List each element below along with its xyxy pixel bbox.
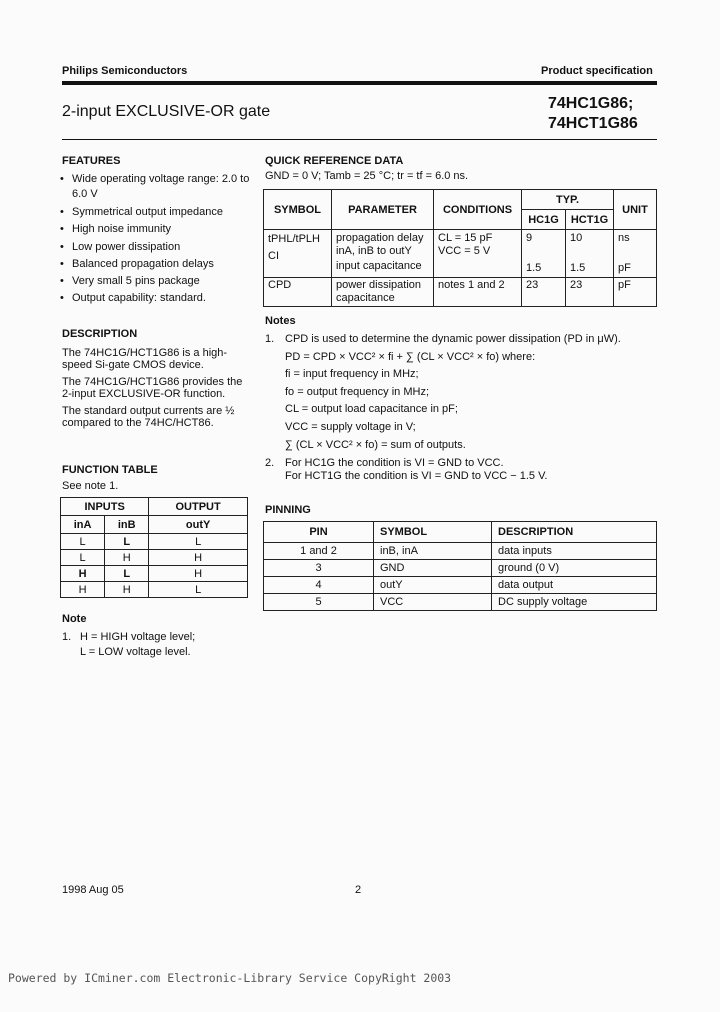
col-header: DESCRIPTION xyxy=(492,522,657,543)
note-line: L = LOW voltage level. xyxy=(80,646,191,658)
features-heading: FEATURES xyxy=(62,155,121,167)
feature-item xyxy=(60,172,250,202)
cell-line: VCC = 5 V xyxy=(438,245,491,257)
table-cell: L xyxy=(105,566,149,582)
table-cell: GND xyxy=(374,560,492,577)
feature-item: • High noise immunity xyxy=(60,221,250,238)
pinning-table xyxy=(263,521,657,611)
feature-item: • Output capability: standard. xyxy=(60,290,250,307)
cell-line: CL = 15 pF xyxy=(438,232,493,244)
quick-ref-heading: QUICK REFERENCE DATA xyxy=(265,155,404,167)
table-cell: data output xyxy=(492,577,657,594)
table-row xyxy=(264,594,657,611)
table-cell xyxy=(264,230,332,278)
col-header: HC1G xyxy=(522,210,566,230)
notes-heading: Notes xyxy=(265,315,296,327)
note-formula: PD = CPD × VCC² × fi + ∑ (CL × VCC² × fo) where: xyxy=(285,350,536,363)
cell-line: propagation delay inA, inB to outY xyxy=(336,232,424,257)
feature-item: • Very small 5 pins package xyxy=(60,273,250,290)
function-table-note-heading: Note xyxy=(62,613,87,625)
table-cell: L xyxy=(105,534,149,550)
cell-line: pF xyxy=(618,262,631,274)
table-row xyxy=(61,550,248,566)
table-cell: L xyxy=(149,582,248,598)
feature-item: • Balanced propagation delays xyxy=(60,256,250,273)
header-rule xyxy=(62,81,657,85)
page-number: 2 xyxy=(355,884,362,896)
cell-line: ns xyxy=(618,232,630,244)
table-cell: 5 xyxy=(264,594,374,611)
cell-line: CI xyxy=(268,250,279,262)
note-line: For HC1G the condition is VI = GND to VCC. xyxy=(285,457,504,470)
cell-line: 1.5 xyxy=(570,262,586,274)
note-number: 2. xyxy=(265,457,275,470)
cell-line: 1.5 xyxy=(526,262,542,274)
table-cell: L xyxy=(61,550,105,566)
table-row xyxy=(264,560,657,577)
table-cell xyxy=(434,230,522,278)
cell-line: 10 xyxy=(570,232,583,244)
cell-line: input capacitance xyxy=(336,260,422,272)
table-cell xyxy=(522,230,566,278)
note-line: CPD is used to determine the dynamic power dissipation (PD in μW). xyxy=(285,333,621,345)
table-cell: H xyxy=(149,566,248,582)
table-cell: H xyxy=(61,582,105,598)
note-line: For HCT1G the condition is VI = GND to VCC − 1.5 V. xyxy=(285,470,548,483)
note-line: ∑ (CL × VCC² × fo) = sum of outputs. xyxy=(285,438,466,451)
table-cell: power dissipation capacitance xyxy=(332,278,434,307)
table-row xyxy=(61,534,248,550)
table-cell: pF xyxy=(614,278,657,307)
table-row xyxy=(264,278,657,307)
table-cell: VCC xyxy=(374,594,492,611)
note-line: VCC = supply voltage in V; xyxy=(285,420,416,433)
col-header: SYMBOL xyxy=(264,190,332,230)
cell-line: 9 xyxy=(526,232,533,244)
note-line: H = HIGH voltage level; xyxy=(80,631,196,643)
description-paragraph: The standard output currents are ½ compared to the 74HC/HCT86. xyxy=(62,404,235,429)
table-cell: 23 xyxy=(566,278,614,307)
col-header: SYMBOL xyxy=(374,522,492,543)
quick-ref-conditions: GND = 0 V; Tamb = 25 °C; tr = tf = 6.0 ns. xyxy=(265,170,469,182)
table-cell: DC supply voltage xyxy=(492,594,657,611)
document-type: Product specification xyxy=(541,65,653,77)
table-row xyxy=(264,543,657,560)
pinning-heading: PINNING xyxy=(265,504,311,516)
function-table-heading: FUNCTION TABLE xyxy=(62,464,158,476)
note-number: 1. xyxy=(265,333,275,345)
col-header: outY xyxy=(149,516,248,534)
description-paragraph: The 74HC1G/HCT1G86 provides the 2-input EXCLUSIVE-OR function. xyxy=(62,375,243,400)
table-cell: outY xyxy=(374,577,492,594)
title-rule xyxy=(62,139,657,140)
function-table-see-note: See note 1. xyxy=(62,480,119,492)
description-body xyxy=(62,348,252,435)
table-cell xyxy=(614,230,657,278)
table-row xyxy=(61,582,248,598)
part-number-line2: 74HCT1G86 xyxy=(548,115,638,132)
table-row xyxy=(264,577,657,594)
col-header: CONDITIONS xyxy=(434,190,522,230)
table-row xyxy=(61,566,248,582)
quick-ref-table xyxy=(263,189,657,307)
table-cell: 4 xyxy=(264,577,374,594)
note-number: 1. xyxy=(62,631,72,643)
description-paragraph: The 74HC1G/HCT1G86 is a high-speed Si-gate CMOS device. xyxy=(62,347,228,371)
table-cell: ground (0 V) xyxy=(492,560,657,577)
col-header: inB xyxy=(105,516,149,534)
part-number xyxy=(548,94,638,134)
table-cell: inB, inA xyxy=(374,543,492,560)
note-line: fi = input frequency in MHz; xyxy=(285,368,419,381)
description-heading: DESCRIPTION xyxy=(62,328,138,340)
table-cell: L xyxy=(61,534,105,550)
part-number-line1: 74HC1G86; xyxy=(548,95,634,112)
notes-list xyxy=(265,331,657,483)
feature-item: • Symmetrical output impedance xyxy=(60,204,250,221)
col-header: HCT1G xyxy=(566,210,614,230)
cell-line: tPHL/tPLH xyxy=(268,233,320,245)
table-cell: 1 and 2 xyxy=(264,543,374,560)
feature-item-text: Wide operating voltage range: 2.0 to 6.0 V xyxy=(72,173,250,200)
table-cell: L xyxy=(149,534,248,550)
col-header: inA xyxy=(61,516,105,534)
table-cell xyxy=(332,230,434,278)
company-name: Philips Semiconductors xyxy=(62,65,188,77)
feature-item: • Low power dissipation xyxy=(60,239,250,256)
note-line: fo = output frequency in MHz; xyxy=(285,385,429,398)
table-cell: H xyxy=(105,582,149,598)
table-cell: H xyxy=(105,550,149,566)
table-cell: 3 xyxy=(264,560,374,577)
col-header: TYP. xyxy=(522,190,614,210)
powered-by-banner: Powered by ICminer.com Electronic-Library Service CopyRight 2003 xyxy=(8,971,452,985)
page-title: 2-input EXCLUSIVE-OR gate xyxy=(62,103,271,120)
table-cell: H xyxy=(61,566,105,582)
note-line: CL = output load capacitance in pF; xyxy=(285,403,458,416)
table-row xyxy=(264,230,657,278)
table-cell: H xyxy=(149,550,248,566)
inputs-group-header: INPUTS xyxy=(61,498,149,516)
col-header: PARAMETER xyxy=(332,190,434,230)
function-table-note xyxy=(62,630,195,660)
table-cell: data inputs xyxy=(492,543,657,560)
footer-date: 1998 Aug 05 xyxy=(62,884,124,896)
function-table xyxy=(60,497,248,598)
table-cell: notes 1 and 2 xyxy=(434,278,522,307)
features-list xyxy=(60,172,250,308)
table-cell: 23 xyxy=(522,278,566,307)
col-header: UNIT xyxy=(614,190,657,230)
col-header: PIN xyxy=(264,522,374,543)
table-cell: CPD xyxy=(264,278,332,307)
output-group-header: OUTPUT xyxy=(149,498,248,516)
table-cell xyxy=(566,230,614,278)
